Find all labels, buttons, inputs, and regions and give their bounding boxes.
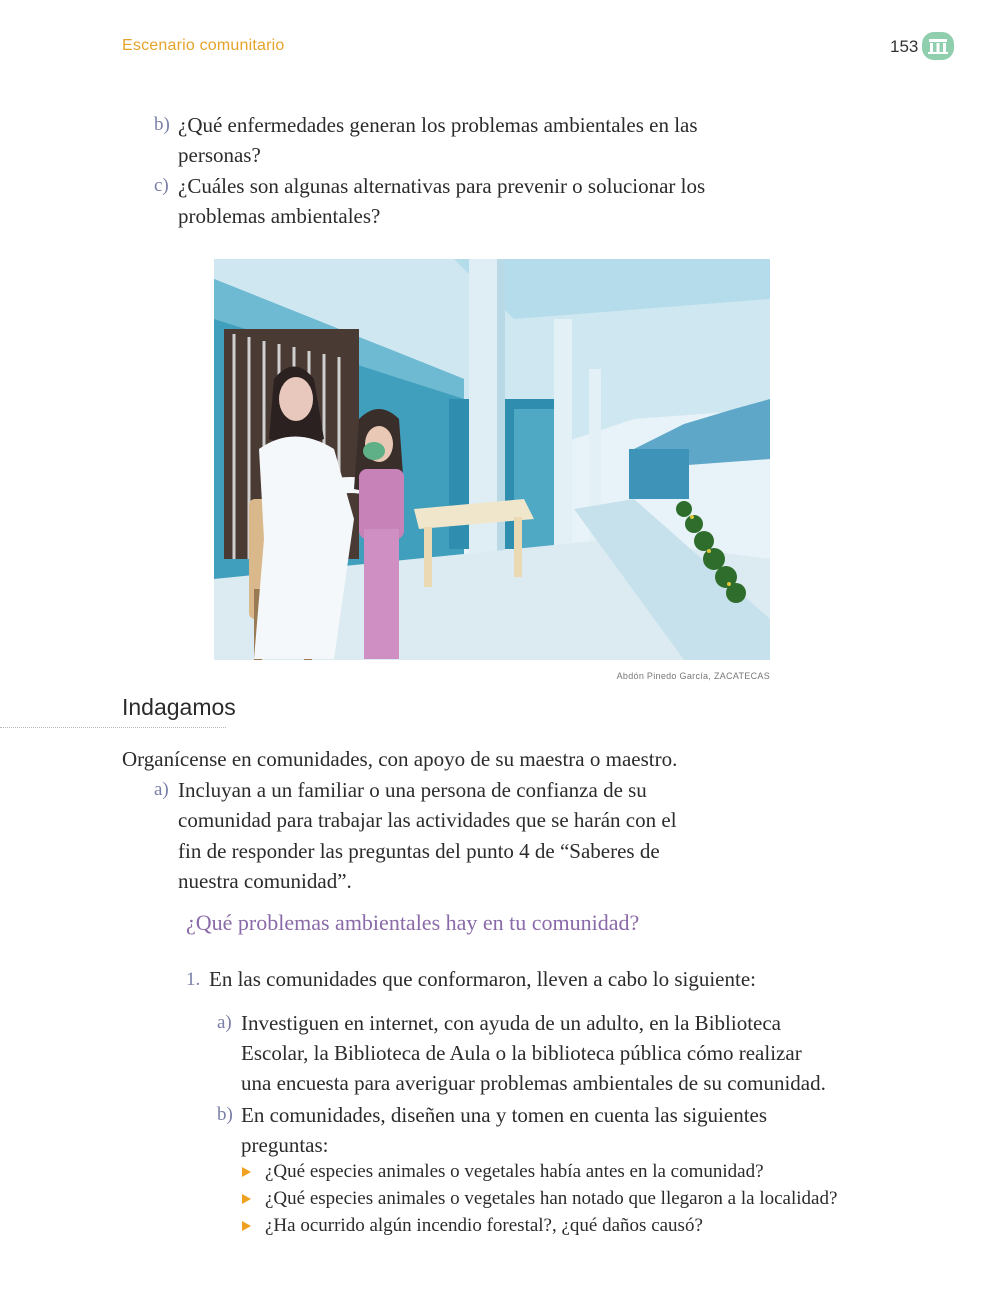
item-a-line-4: nuestra comunidad”. (178, 869, 352, 893)
bullet-arrow-icon (242, 1221, 251, 1231)
question-c-line-1: ¿Cuáles son algunas alternativas para prevenir o solucionar los (178, 174, 706, 198)
sub-a-line-1: Investiguen en internet, con ayuda de un adulto, en la Biblioteca (241, 1011, 781, 1035)
book-icon (922, 32, 954, 60)
question-c-line-2: problemas ambientales? (178, 204, 381, 228)
section-header: Escenario comunitario (122, 37, 285, 54)
bullet-item: ¿Qué especies animales o vegetales había antes en la comunidad? (265, 1161, 764, 1182)
page-number: 153 (890, 37, 919, 56)
bullet-arrow-icon (242, 1194, 251, 1204)
sub-a-line-2: Escolar, la Biblioteca de Aula o la biblioteca pública cómo realizar (241, 1041, 802, 1065)
sub-marker-b: b) (217, 1104, 233, 1125)
bullet-item: ¿Qué especies animales o vegetales han notado que llegaron a la localidad? (265, 1188, 838, 1209)
bullet-item: ¿Ha ocurrido algún incendio forestal?, ¿qué daños causó? (265, 1215, 703, 1236)
sub-marker-a: a) (217, 1012, 232, 1033)
step-1-text: En las comunidades que conformaron, lleven a cabo lo siguiente: (209, 967, 756, 991)
section-divider (0, 727, 226, 728)
guiding-question: ¿Qué problemas ambientales hay en tu comunidad? (186, 910, 640, 935)
bullet-arrow-icon (242, 1167, 251, 1177)
item-a-line-2: comunidad para trabajar las actividades que se harán con el (178, 808, 677, 832)
intro-paragraph: Organícense en comunidades, con apoyo de su maestra o maestro. (122, 747, 678, 771)
sub-a-line-3: una encuesta para averiguar problemas ambientales de su comunidad. (241, 1071, 826, 1095)
section-title: Indagamos (122, 694, 236, 720)
illustration-caption: Abdón Pinedo García, ZACATECAS (616, 671, 770, 681)
question-b-line-1: ¿Qué enfermedades generan los problemas ambientales en las (178, 113, 698, 137)
sub-b-line-2: preguntas: (241, 1133, 329, 1157)
illustration-clinic (214, 259, 770, 660)
step-number-1: 1. (186, 969, 201, 990)
list-marker-c: c) (154, 175, 169, 196)
sub-b-line-1: En comunidades, diseñen una y tomen en cuenta las siguientes (241, 1103, 768, 1127)
item-a-line-3: fin de responder las preguntas del punto 4 de “Saberes de (178, 839, 660, 863)
question-b-line-2: personas? (178, 143, 261, 167)
list-marker-b: b) (154, 114, 170, 135)
item-a-line-1: Incluyan a un familiar o una persona de confianza de su (178, 778, 647, 802)
list-marker-a: a) (154, 779, 169, 800)
